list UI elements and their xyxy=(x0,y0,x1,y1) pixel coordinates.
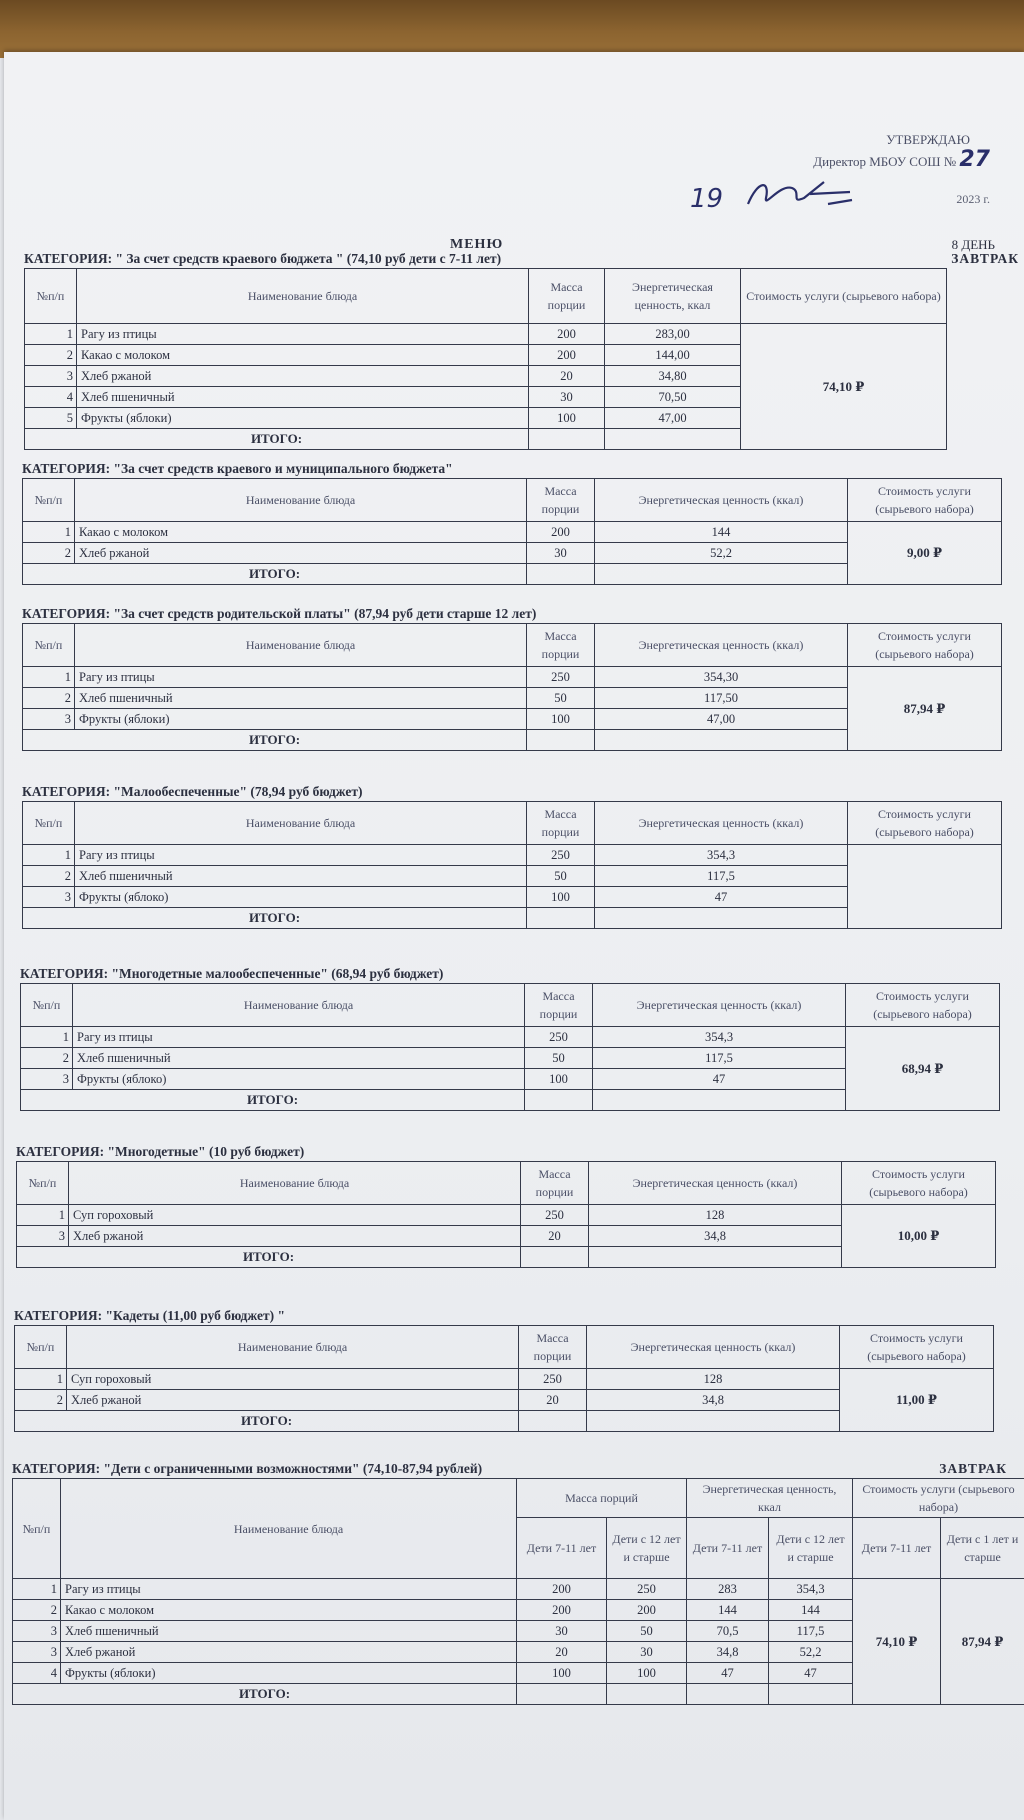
portion-mass-young: 30 xyxy=(517,1621,607,1642)
col-header-cost: Стоимость услуги (сырьевого набора) xyxy=(842,1162,996,1205)
total-cell xyxy=(769,1684,853,1705)
col-header-energy: Энергетическая ценность (ккал) xyxy=(595,624,848,667)
table-row xyxy=(23,522,1002,543)
dish-name: Рагу из птицы xyxy=(61,1579,517,1600)
table-row xyxy=(15,1369,994,1390)
energy-old: 117,5 xyxy=(769,1621,853,1642)
total-mass xyxy=(527,564,595,585)
col-header-name: Наименование блюда xyxy=(75,479,527,522)
row-number: 2 xyxy=(23,866,75,887)
total-label: ИТОГО: xyxy=(13,1684,517,1705)
dish-name: Хлеб ржаной xyxy=(75,543,527,564)
dish-name: Хлеб пшеничный xyxy=(73,1048,525,1069)
total-energy xyxy=(595,730,848,751)
portion-mass: 100 xyxy=(529,408,605,429)
menu-title: МЕНЮ xyxy=(450,237,504,252)
portion-mass-old: 30 xyxy=(607,1642,687,1663)
table-row xyxy=(25,324,947,345)
approval-title: УТВЕРЖДАЮ xyxy=(886,132,970,147)
menu-table xyxy=(22,478,1002,585)
subheader-old-cut: Дети с 1 лет и старше xyxy=(941,1518,1024,1579)
row-number: 3 xyxy=(13,1642,61,1663)
total-cell xyxy=(517,1684,607,1705)
row-number: 4 xyxy=(25,387,77,408)
menu-table xyxy=(22,623,1002,751)
energy-value: 144 xyxy=(595,522,848,543)
dish-name: Хлеб ржаной xyxy=(69,1226,521,1247)
col-header-mass: Масса порции xyxy=(519,1326,587,1369)
energy-value: 128 xyxy=(589,1205,842,1226)
total-label: ИТОГО: xyxy=(25,429,529,450)
total-cell xyxy=(607,1684,687,1705)
cost-old: 87,94 ₽ xyxy=(941,1579,1024,1705)
col-header-mass: Масса порции xyxy=(527,802,595,845)
energy-value: 283,00 xyxy=(605,324,741,345)
approval-block xyxy=(690,130,990,172)
col-header-energy: Энергетическая ценность (ккал) xyxy=(595,802,848,845)
portion-mass-old: 100 xyxy=(607,1663,687,1684)
col-header-cost: Стоимость услуги (сырьевого набора) xyxy=(741,269,947,324)
cost-value xyxy=(848,845,1002,929)
cost-value: 74,10 ₽ xyxy=(741,324,947,450)
total-cell xyxy=(687,1684,769,1705)
energy-young: 144 xyxy=(687,1600,769,1621)
portion-mass: 200 xyxy=(529,345,605,366)
row-number: 2 xyxy=(23,688,75,709)
total-energy xyxy=(595,564,848,585)
menu-day: 8 ДЕНЬ xyxy=(951,237,995,252)
col-header-no: №п/п xyxy=(17,1162,69,1205)
total-label: ИТОГО: xyxy=(23,564,527,585)
row-number: 3 xyxy=(13,1621,61,1642)
section-title-text: КАТЕГОРИЯ: "Многодетные" (10 руб бюджет) xyxy=(16,1144,305,1159)
row-number: 5 xyxy=(25,408,77,429)
energy-value: 128 xyxy=(587,1369,840,1390)
energy-value: 354,30 xyxy=(595,667,848,688)
cost-value: 9,00 ₽ xyxy=(848,522,1002,585)
portion-mass: 20 xyxy=(529,366,605,387)
section-title-text: КАТЕГОРИЯ: "Дети с ограниченными возможностями" (74,10-87,94 рублей) xyxy=(12,1461,483,1476)
table-header-row xyxy=(25,269,947,324)
menu-table xyxy=(14,1325,994,1432)
section-title xyxy=(20,965,1024,983)
table-header-row xyxy=(21,984,1000,1027)
section-title xyxy=(22,783,1024,801)
portion-mass-young: 200 xyxy=(517,1600,607,1621)
total-label: ИТОГО: xyxy=(23,730,527,751)
col-header-energy: Энергетическая ценность (ккал) xyxy=(589,1162,842,1205)
portion-mass-young: 200 xyxy=(517,1579,607,1600)
portion-mass: 50 xyxy=(527,866,595,887)
col-header-name: Наименование блюда xyxy=(73,984,525,1027)
col-header-no: №п/п xyxy=(21,984,73,1027)
approval-director-label: Директор МБОУ СОШ № xyxy=(813,154,957,169)
energy-value: 117,5 xyxy=(595,866,848,887)
table-header-row xyxy=(23,479,1002,522)
col-header-no: №п/п xyxy=(13,1479,61,1579)
handwritten-signature xyxy=(740,174,860,214)
row-number: 1 xyxy=(25,324,77,345)
row-number: 2 xyxy=(21,1048,73,1069)
energy-value: 117,5 xyxy=(593,1048,846,1069)
col-header-cost: Стоимость услуги (сырьевого набора) xyxy=(848,479,1002,522)
approval-date-day: 19 xyxy=(690,184,724,214)
table-row xyxy=(23,667,1002,688)
portion-mass: 250 xyxy=(521,1205,589,1226)
col-header-no: №п/п xyxy=(23,624,75,667)
section-title-text: КАТЕГОРИЯ: "За счет средств родительской платы" (87,94 руб дети старше 12 лет) xyxy=(22,606,537,621)
section-title xyxy=(12,1460,1017,1478)
portion-mass: 100 xyxy=(527,709,595,730)
portion-mass-old: 50 xyxy=(607,1621,687,1642)
approval-date-year: 2023 г. xyxy=(956,192,990,206)
total-label: ИТОГО: xyxy=(17,1247,521,1268)
portion-mass-young: 100 xyxy=(517,1663,607,1684)
portion-mass: 50 xyxy=(525,1048,593,1069)
portion-mass-young: 20 xyxy=(517,1642,607,1663)
col-header-energy: Энергетическая ценность (ккал) xyxy=(595,479,848,522)
row-number: 3 xyxy=(17,1226,69,1247)
col-header-no: №п/п xyxy=(23,479,75,522)
menu-table xyxy=(22,801,1002,929)
dish-name: Рагу из птицы xyxy=(73,1027,525,1048)
col-header-name: Наименование блюда xyxy=(77,269,529,324)
col-header-no: №п/п xyxy=(23,802,75,845)
cost-young: 74,10 ₽ xyxy=(853,1579,941,1705)
total-energy xyxy=(587,1411,840,1432)
row-number: 2 xyxy=(23,543,75,564)
section-title xyxy=(24,250,1024,268)
row-number: 3 xyxy=(23,887,75,908)
menu-table xyxy=(16,1161,996,1268)
subheader-old: Дети с 12 лет и старше xyxy=(607,1518,687,1579)
dish-name: Хлеб ржаной xyxy=(61,1642,517,1663)
section-meal: ЗАВТРАК xyxy=(951,251,1019,266)
subheader-young: Дети 7-11 лет xyxy=(517,1518,607,1579)
portion-mass: 100 xyxy=(525,1069,593,1090)
energy-value: 47 xyxy=(593,1069,846,1090)
energy-young: 70,5 xyxy=(687,1621,769,1642)
energy-old: 144 xyxy=(769,1600,853,1621)
col-header-name: Наименование блюда xyxy=(75,624,527,667)
portion-mass: 250 xyxy=(527,845,595,866)
desk-background xyxy=(0,0,1024,58)
energy-value: 34,80 xyxy=(605,366,741,387)
col-header-no: №п/п xyxy=(25,269,77,324)
portion-mass: 20 xyxy=(521,1226,589,1247)
dish-name: Фрукты (яблоко) xyxy=(73,1069,525,1090)
table-header-row xyxy=(17,1162,996,1205)
menu-section xyxy=(22,783,1024,929)
dish-name: Какао с молоком xyxy=(75,522,527,543)
menu-table xyxy=(20,983,1000,1111)
total-mass xyxy=(527,908,595,929)
portion-mass: 200 xyxy=(527,522,595,543)
portion-mass: 100 xyxy=(527,887,595,908)
total-energy xyxy=(595,908,848,929)
total-mass xyxy=(521,1247,589,1268)
cost-value: 68,94 ₽ xyxy=(846,1027,1000,1111)
dish-name: Хлеб пшеничный xyxy=(77,387,529,408)
col-header-energy: Энергетическая ценность, ккал xyxy=(687,1479,853,1518)
portion-mass: 30 xyxy=(529,387,605,408)
cost-value: 10,00 ₽ xyxy=(842,1205,996,1268)
section-title-text: КАТЕГОРИЯ: " За счет средств краевого бюджета " (74,10 руб дети с 7-11 лет) xyxy=(24,251,502,266)
col-header-mass: Масса порции xyxy=(521,1162,589,1205)
section-title-text: КАТЕГОРИЯ: "Малообеспеченные" (78,94 руб бюджет) xyxy=(22,784,363,799)
dish-name: Хлеб ржаной xyxy=(77,366,529,387)
col-header-cost: Стоимость услуги (сырьевого набора) xyxy=(848,802,1002,845)
energy-value: 47 xyxy=(595,887,848,908)
col-header-mass: Масса порции xyxy=(529,269,605,324)
dish-name: Хлеб пшеничный xyxy=(61,1621,517,1642)
table-row xyxy=(23,845,1002,866)
total-label: ИТОГО: xyxy=(15,1411,519,1432)
row-number: 1 xyxy=(23,667,75,688)
row-number: 1 xyxy=(17,1205,69,1226)
portion-mass: 20 xyxy=(519,1390,587,1411)
dish-name: Какао с молоком xyxy=(61,1600,517,1621)
energy-value: 144,00 xyxy=(605,345,741,366)
row-number: 3 xyxy=(23,709,75,730)
energy-value: 117,50 xyxy=(595,688,848,709)
energy-value: 52,2 xyxy=(595,543,848,564)
col-header-cost: Стоимость услуги (сырьевого набора) xyxy=(848,624,1002,667)
col-header-name: Наименование блюда xyxy=(75,802,527,845)
col-header-name: Наименование блюда xyxy=(61,1479,517,1579)
menu-section xyxy=(22,460,1024,585)
menu-section xyxy=(16,1143,1021,1268)
energy-value: 47,00 xyxy=(605,408,741,429)
special-needs-table xyxy=(12,1478,1024,1705)
dish-name: Какао с молоком xyxy=(77,345,529,366)
table-row xyxy=(21,1027,1000,1048)
row-number: 1 xyxy=(13,1579,61,1600)
table-row xyxy=(17,1205,996,1226)
section-title xyxy=(14,1307,1019,1325)
row-number: 3 xyxy=(25,366,77,387)
col-header-name: Наименование блюда xyxy=(67,1326,519,1369)
portion-mass: 250 xyxy=(525,1027,593,1048)
menu-section xyxy=(20,965,1024,1111)
portion-mass: 50 xyxy=(527,688,595,709)
col-header-cost: Стоимость услуги (сырьевого набора) xyxy=(853,1479,1024,1518)
section-title xyxy=(22,460,1024,478)
energy-value: 34,8 xyxy=(589,1226,842,1247)
portion-mass-old: 250 xyxy=(607,1579,687,1600)
dish-name: Фрукты (яблоко) xyxy=(75,887,527,908)
energy-value: 354,3 xyxy=(593,1027,846,1048)
row-number: 1 xyxy=(21,1027,73,1048)
subheader-old: Дети с 12 лет и старше xyxy=(769,1518,853,1579)
section-title-text: КАТЕГОРИЯ: "За счет средств краевого и муниципального бюджета" xyxy=(22,461,453,476)
portion-mass: 200 xyxy=(529,324,605,345)
energy-old: 47 xyxy=(769,1663,853,1684)
row-number: 1 xyxy=(23,522,75,543)
dish-name: Рагу из птицы xyxy=(75,845,527,866)
dish-name: Рагу из птицы xyxy=(77,324,529,345)
total-energy xyxy=(605,429,741,450)
dish-name: Суп гороховый xyxy=(67,1369,519,1390)
dish-name: Фрукты (яблоки) xyxy=(75,709,527,730)
subheader-young: Дети 7-11 лет xyxy=(687,1518,769,1579)
col-header-cost: Стоимость услуги (сырьевого набора) xyxy=(846,984,1000,1027)
dish-name: Рагу из птицы xyxy=(75,667,527,688)
total-mass xyxy=(529,429,605,450)
table-row xyxy=(13,1579,1024,1600)
section-title-text: КАТЕГОРИЯ: "Кадеты (11,00 руб бюджет) " xyxy=(14,1308,285,1323)
col-header-no: №п/п xyxy=(15,1326,67,1369)
total-mass xyxy=(527,730,595,751)
section-meal: ЗАВТРАК xyxy=(939,1461,1007,1476)
menu-table xyxy=(24,268,947,450)
col-header-mass: Масса порции xyxy=(527,624,595,667)
col-header-energy: Энергетическая ценность, ккал xyxy=(605,269,741,324)
table-header-row xyxy=(15,1326,994,1369)
col-header-energy: Энергетическая ценность (ккал) xyxy=(593,984,846,1027)
energy-young: 34,8 xyxy=(687,1642,769,1663)
portion-mass: 250 xyxy=(519,1369,587,1390)
approval-date-line xyxy=(690,180,990,220)
row-number: 2 xyxy=(15,1390,67,1411)
row-number: 4 xyxy=(13,1663,61,1684)
total-mass xyxy=(519,1411,587,1432)
col-header-cost: Стоимость услуги (сырьевого набора) xyxy=(840,1326,994,1369)
energy-value: 34,8 xyxy=(587,1390,840,1411)
total-mass xyxy=(525,1090,593,1111)
approval-school-number: 27 xyxy=(959,147,990,172)
energy-old: 52,2 xyxy=(769,1642,853,1663)
col-header-mass: Масса порции xyxy=(527,479,595,522)
row-number: 2 xyxy=(13,1600,61,1621)
col-header-mass: Масса порций xyxy=(517,1479,687,1518)
menu-section xyxy=(14,1307,1019,1432)
total-energy xyxy=(589,1247,842,1268)
row-number: 2 xyxy=(25,345,77,366)
energy-young: 47 xyxy=(687,1663,769,1684)
row-number: 1 xyxy=(15,1369,67,1390)
section-title xyxy=(16,1143,1021,1161)
subheader-young: Дети 7-11 лет xyxy=(853,1518,941,1579)
portion-mass: 250 xyxy=(527,667,595,688)
approval-director-line xyxy=(690,147,990,172)
dish-name: Хлеб ржаной xyxy=(67,1390,519,1411)
energy-young: 283 xyxy=(687,1579,769,1600)
table-header-row xyxy=(23,624,1002,667)
section-title-text: КАТЕГОРИЯ: "Многодетные малообеспеченные" (68,94 руб бюджет) xyxy=(20,966,444,981)
dish-name: Фрукты (яблоки) xyxy=(61,1663,517,1684)
energy-value: 70,50 xyxy=(605,387,741,408)
total-label: ИТОГО: xyxy=(21,1090,525,1111)
cost-value: 11,00 ₽ xyxy=(840,1369,994,1432)
col-header-energy: Энергетическая ценность (ккал) xyxy=(587,1326,840,1369)
col-header-mass: Масса порции xyxy=(525,984,593,1027)
table-header-row xyxy=(23,802,1002,845)
total-label: ИТОГО: xyxy=(23,908,527,929)
energy-old: 354,3 xyxy=(769,1579,853,1600)
dish-name: Фрукты (яблоки) xyxy=(77,408,529,429)
section-title xyxy=(22,605,1024,623)
energy-value: 354,3 xyxy=(595,845,848,866)
row-number: 1 xyxy=(23,845,75,866)
menu-section xyxy=(24,250,1024,450)
col-header-name: Наименование блюда xyxy=(69,1162,521,1205)
dish-name: Хлеб пшеничный xyxy=(75,866,527,887)
dish-name: Хлеб пшеничный xyxy=(75,688,527,709)
total-energy xyxy=(593,1090,846,1111)
dish-name: Суп гороховый xyxy=(69,1205,521,1226)
energy-value: 47,00 xyxy=(595,709,848,730)
portion-mass: 30 xyxy=(527,543,595,564)
cost-value: 87,94 ₽ xyxy=(848,667,1002,751)
menu-section xyxy=(22,605,1024,751)
section-special-needs xyxy=(12,1460,1017,1705)
row-number: 3 xyxy=(21,1069,73,1090)
portion-mass-old: 200 xyxy=(607,1600,687,1621)
